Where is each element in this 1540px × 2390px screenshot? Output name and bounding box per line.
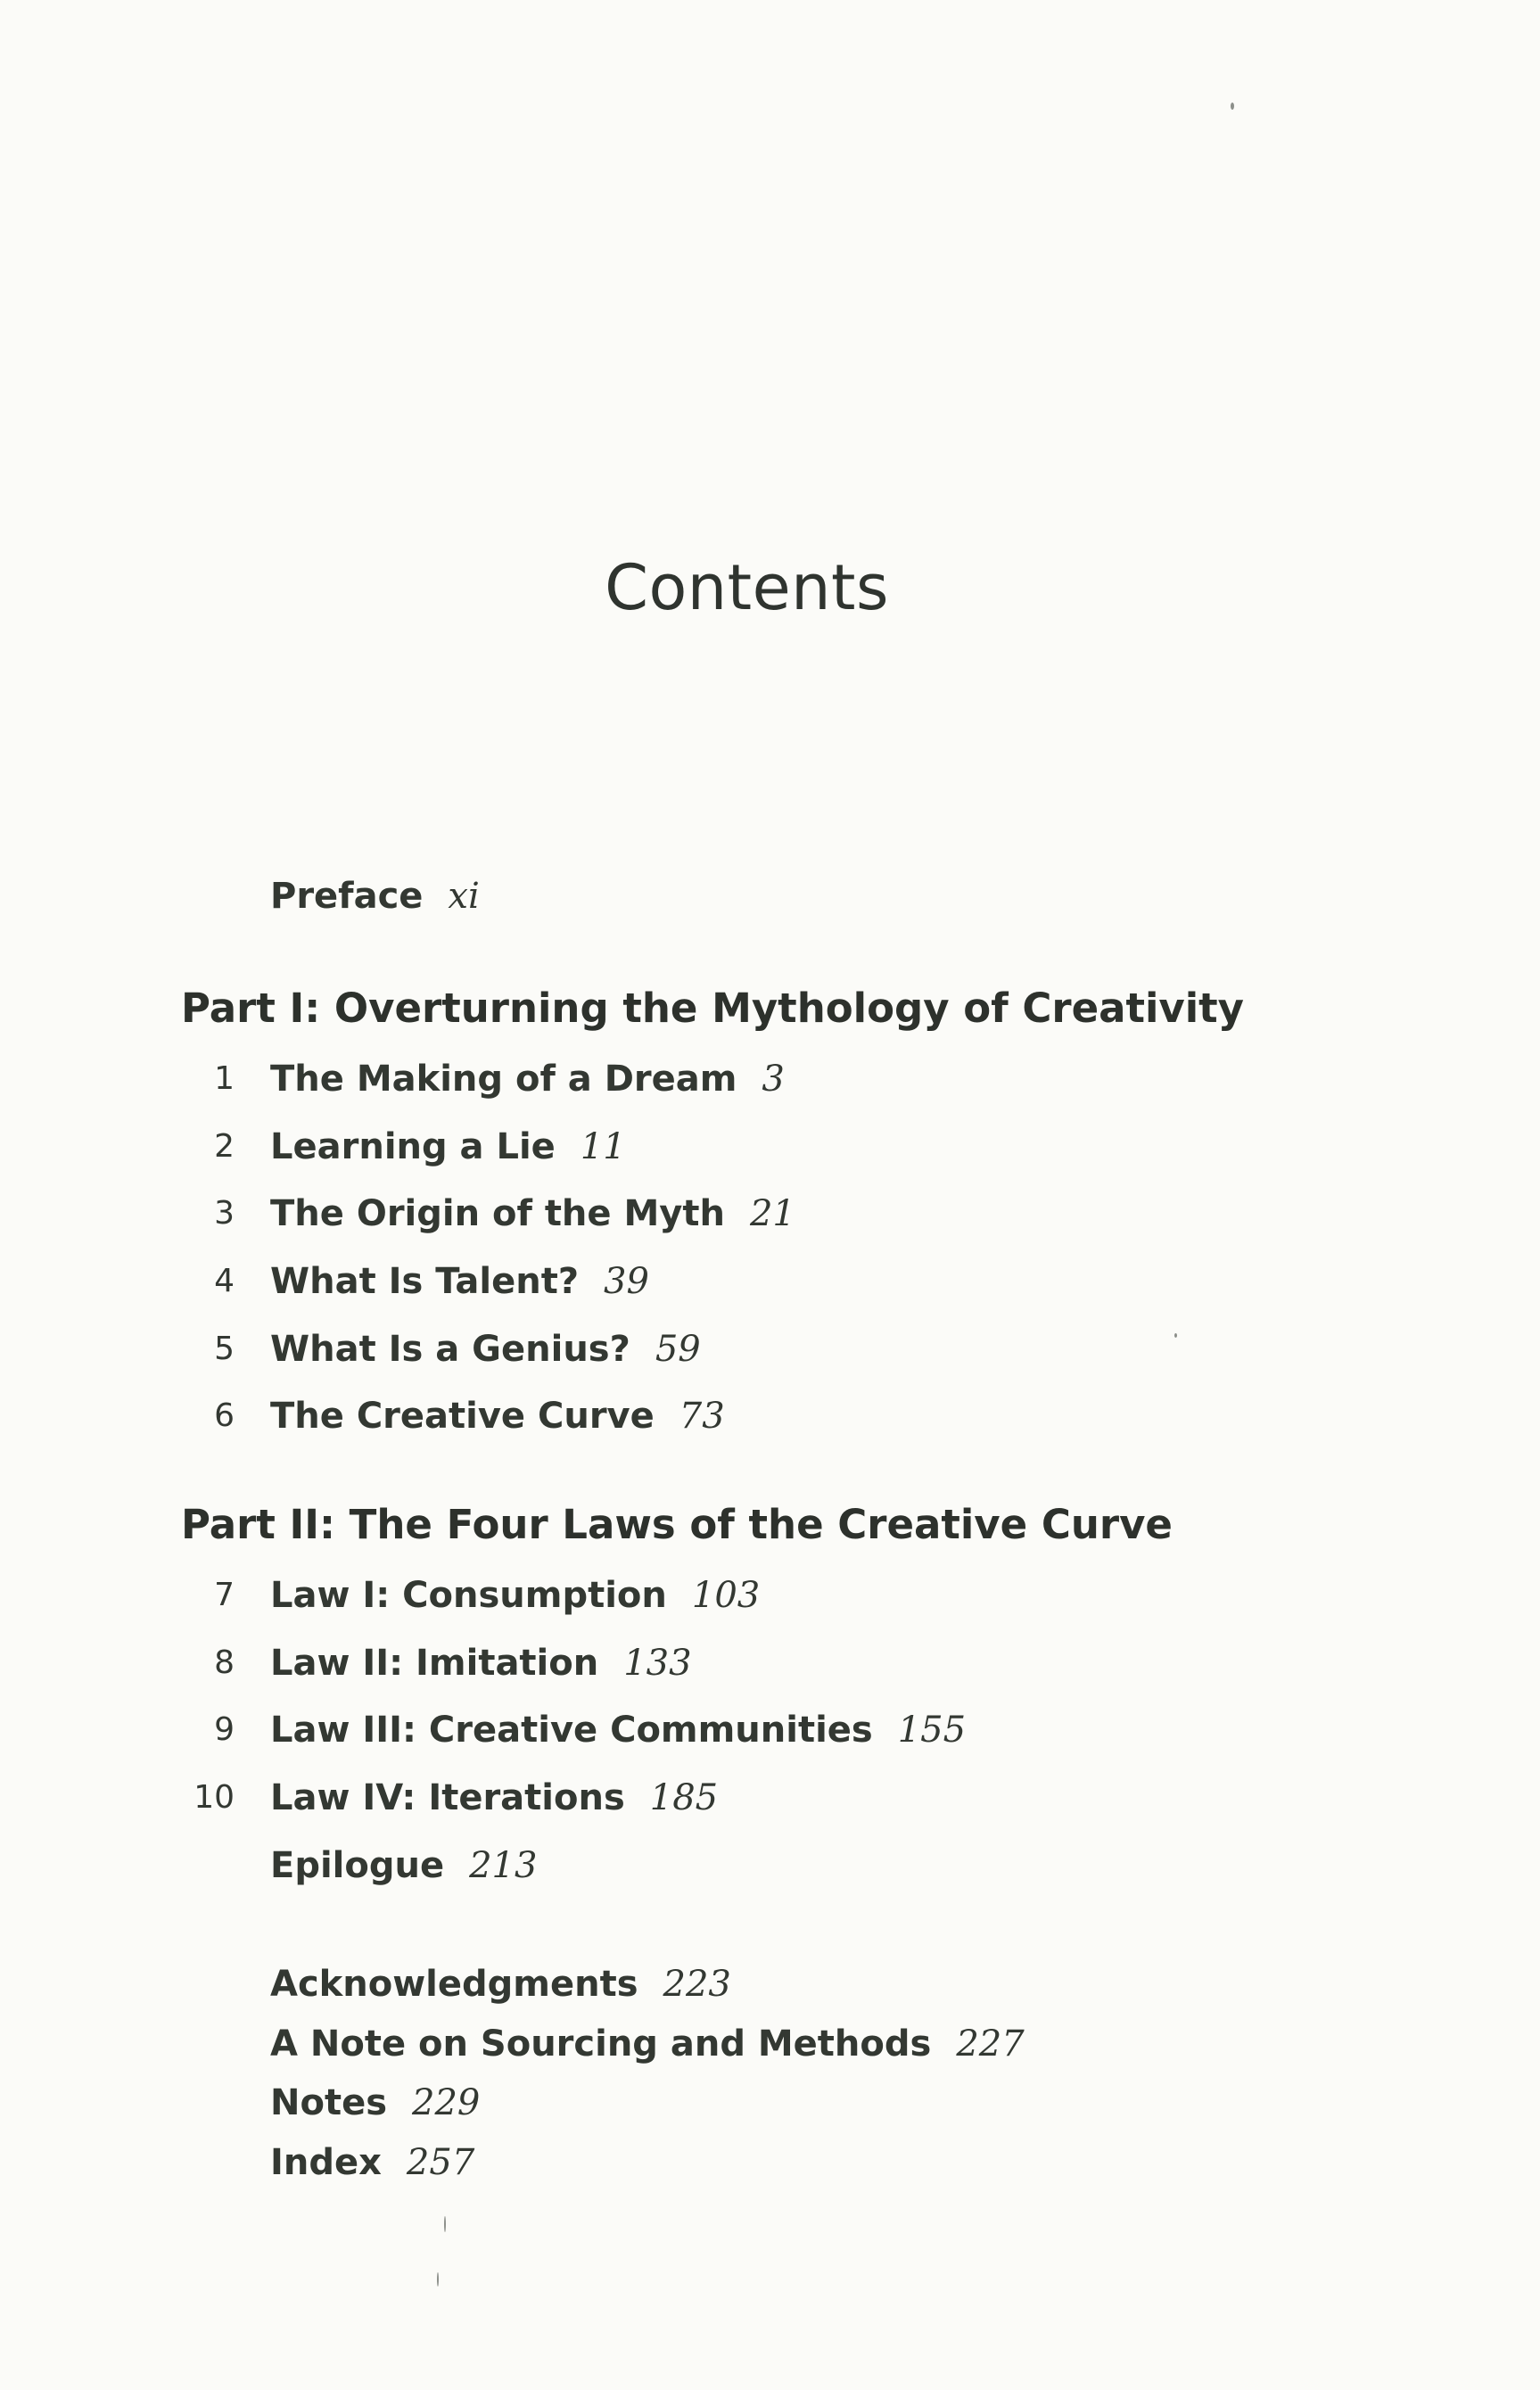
entry-label: The Origin of the Myth bbox=[270, 1193, 725, 1234]
chapter-number: 10 bbox=[194, 1779, 235, 1816]
chapter-number: 9 bbox=[214, 1711, 235, 1748]
scan-speck bbox=[437, 2272, 439, 2287]
chapter-number: 5 bbox=[214, 1331, 235, 1367]
entry-label: Preface bbox=[270, 876, 424, 917]
entry-page: 39 bbox=[604, 1261, 649, 1302]
entry-page: 185 bbox=[649, 1777, 719, 1818]
entry-label: The Creative Curve bbox=[270, 1396, 655, 1437]
entry-label: Law I: Consumption bbox=[270, 1575, 667, 1616]
entry-page: 11 bbox=[580, 1126, 626, 1167]
entry-page: 229 bbox=[412, 2082, 481, 2123]
entry-page: 155 bbox=[897, 1710, 967, 1751]
entry-label: What Is Talent? bbox=[270, 1261, 580, 1302]
toc-entry-chapter[interactable] bbox=[270, 1396, 725, 1437]
chapter-number: 6 bbox=[214, 1397, 235, 1434]
toc-entry-chapter[interactable] bbox=[270, 1643, 692, 1684]
entry-page: 21 bbox=[749, 1193, 795, 1234]
part-heading-1: Part I: Overturning the Mythology of Creativity bbox=[181, 985, 1244, 1032]
toc-entry-chapter[interactable] bbox=[270, 1575, 761, 1616]
entry-label: The Making of a Dream bbox=[270, 1059, 737, 1100]
toc-entry-chapter[interactable] bbox=[270, 1710, 967, 1751]
entry-label: Notes bbox=[270, 2082, 388, 2123]
toc-entry-chapter[interactable] bbox=[270, 1193, 795, 1234]
toc-entry-chapter[interactable] bbox=[270, 1059, 785, 1100]
toc-entry-notes[interactable] bbox=[270, 2082, 481, 2123]
toc-entry-chapter[interactable] bbox=[270, 1777, 719, 1818]
entry-page: 103 bbox=[691, 1575, 761, 1616]
chapter-number: 3 bbox=[214, 1195, 235, 1232]
entry-page: xi bbox=[448, 876, 480, 917]
entry-label: Index bbox=[270, 2142, 382, 2183]
chapter-number: 7 bbox=[214, 1577, 235, 1613]
chapter-number: 4 bbox=[214, 1263, 235, 1299]
entry-page: 133 bbox=[623, 1643, 692, 1684]
entry-label: Learning a Lie bbox=[270, 1126, 556, 1167]
entry-label: Law II: Imitation bbox=[270, 1643, 599, 1684]
entry-label: A Note on Sourcing and Methods bbox=[270, 2023, 932, 2064]
entry-label: Epilogue bbox=[270, 1845, 445, 1886]
toc-entry-chapter[interactable] bbox=[270, 1261, 649, 1302]
chapter-number: 1 bbox=[214, 1060, 235, 1097]
toc-entry-acknowledgments[interactable] bbox=[270, 1964, 731, 2005]
chapter-number: 2 bbox=[214, 1128, 235, 1165]
entry-label: Law III: Creative Communities bbox=[270, 1710, 873, 1751]
entry-page: 257 bbox=[406, 2142, 475, 2183]
entry-page: 223 bbox=[663, 1964, 731, 2005]
toc-entry-epilogue[interactable] bbox=[270, 1845, 538, 1886]
entry-label: Acknowledgments bbox=[270, 1964, 638, 2005]
part-heading-2: Part II: The Four Laws of the Creative Curve bbox=[181, 1501, 1173, 1548]
scan-speck bbox=[1174, 1333, 1177, 1338]
scan-speck bbox=[1231, 103, 1234, 110]
entry-page: 227 bbox=[956, 2023, 1025, 2064]
chapter-number: 8 bbox=[214, 1644, 235, 1681]
entry-page: 3 bbox=[762, 1059, 785, 1100]
entry-page: 59 bbox=[655, 1329, 701, 1370]
toc-entry-index[interactable] bbox=[270, 2142, 475, 2183]
entry-page: 73 bbox=[679, 1396, 725, 1437]
toc-entry-chapter[interactable] bbox=[270, 1329, 701, 1370]
toc-entry-chapter[interactable] bbox=[270, 1126, 626, 1167]
entry-label: What Is a Genius? bbox=[270, 1329, 630, 1370]
scan-speck bbox=[444, 2216, 446, 2232]
toc-entry-preface[interactable] bbox=[270, 876, 480, 917]
toc-entry-sourcing-note[interactable] bbox=[270, 2023, 1025, 2064]
page-title: Contents bbox=[605, 551, 889, 624]
entry-label: Law IV: Iterations bbox=[270, 1777, 625, 1818]
entry-page: 213 bbox=[469, 1845, 538, 1886]
